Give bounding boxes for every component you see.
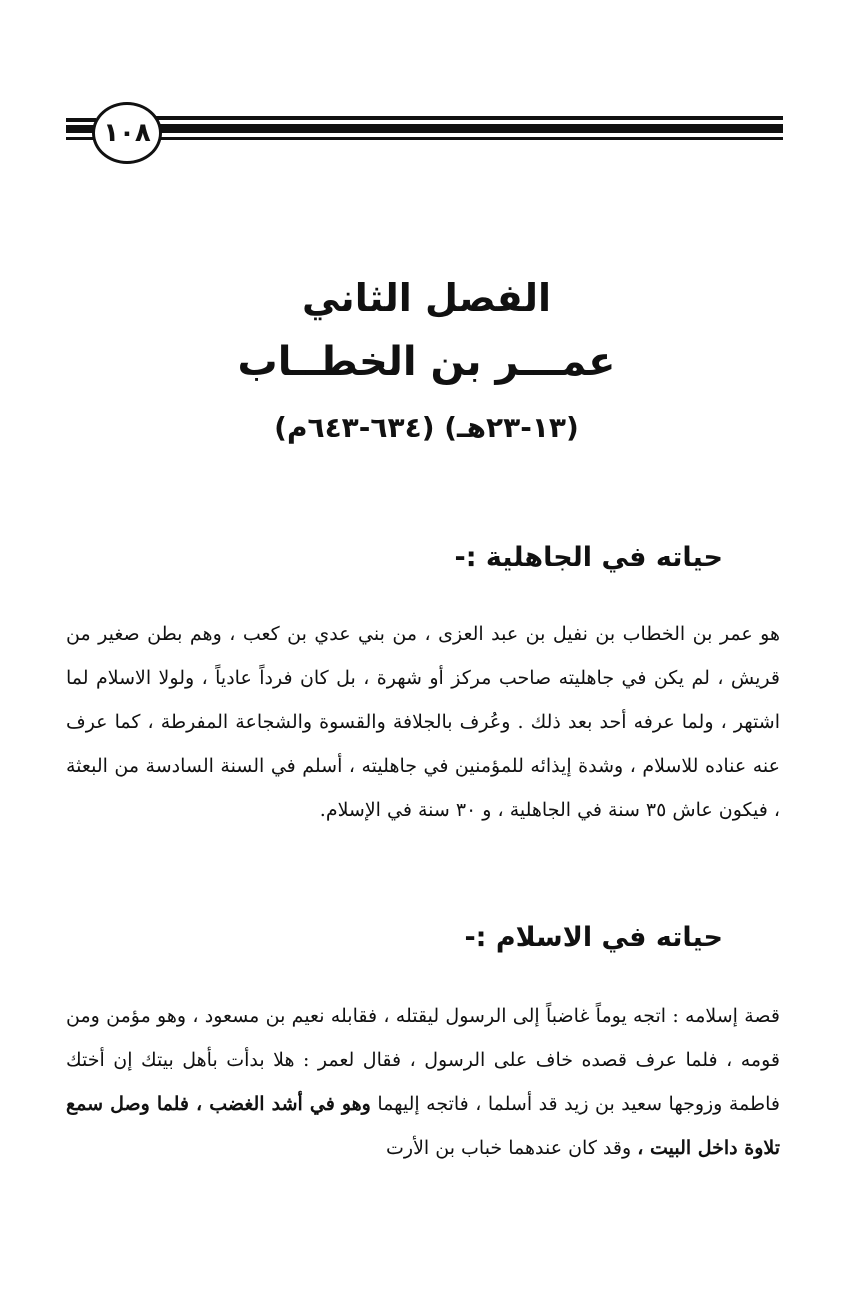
header-rule-thin-top — [150, 116, 783, 120]
header-rule-left — [66, 118, 96, 122]
chapter-dates: (١٣-٢٣هـ) (٦٣٤-٦٤٣م) — [274, 411, 579, 444]
page-number: ١٠٨ — [92, 102, 162, 164]
paragraph-text-regular: قصة إسلامه : اتجه يوماً غاضباً إلى الرسول ليقتله ، فقابله نعيم بن مسعود ، وهو مؤمن ومن قومه ، فلما عرف قصده خاف على الرسول ، فقال لعمر : هلا بدأت بأهل بيتك إن أختك فاطمة وزوجها سعيد بن زيد قد أسلما ، فاتجه إليهما — [66, 1005, 780, 1115]
chapter-label: الفصل الثاني — [301, 276, 552, 320]
section-paragraph-islam — [66, 994, 780, 1170]
section-heading-jahiliyya: حياته في الجاهلية :- — [454, 542, 723, 573]
paragraph-text-bold: وهو في أشد الغضب ، فلما وصل سمع تلاوة داخل البيت ، — [66, 1093, 780, 1159]
section-paragraph-jahiliyya: هو عمر بن الخطاب بن نفيل بن عبد العزى ، من بني عدي بن كعب ، وهم بطن صغير من قريش ، لم يكن في جاهليته صاحب مركز أو شهرة ، بل كان فرداً عادياً ، ولولا الاسلام لما اشتهر ، ولما عرفه أحد بعد ذلك . وعُرف بالجلافة والقسوة والشجاعة المفرطة ، كما عرف عنه عناده للاسلام ، وشدة إيذائه للمؤمنين في جاهليته ، أسلم في السنة السادسة من البعثة ، فيكون عاش ٣٥ سنة في الجاهلية ، و ٣٠ سنة في الإسلام. — [66, 623, 780, 821]
header-rule-thick — [150, 124, 783, 133]
section-heading-islam: حياته في الاسلام :- — [464, 922, 723, 953]
chapter-title-block — [0, 270, 853, 458]
header-rule-thin-bottom — [150, 137, 783, 140]
paragraph-text-end: وقد كان عندهما خباب بن الأرت — [386, 1137, 638, 1159]
chapter-name: عمـــر بن الخطــاب — [237, 339, 616, 385]
page-header — [0, 0, 853, 180]
